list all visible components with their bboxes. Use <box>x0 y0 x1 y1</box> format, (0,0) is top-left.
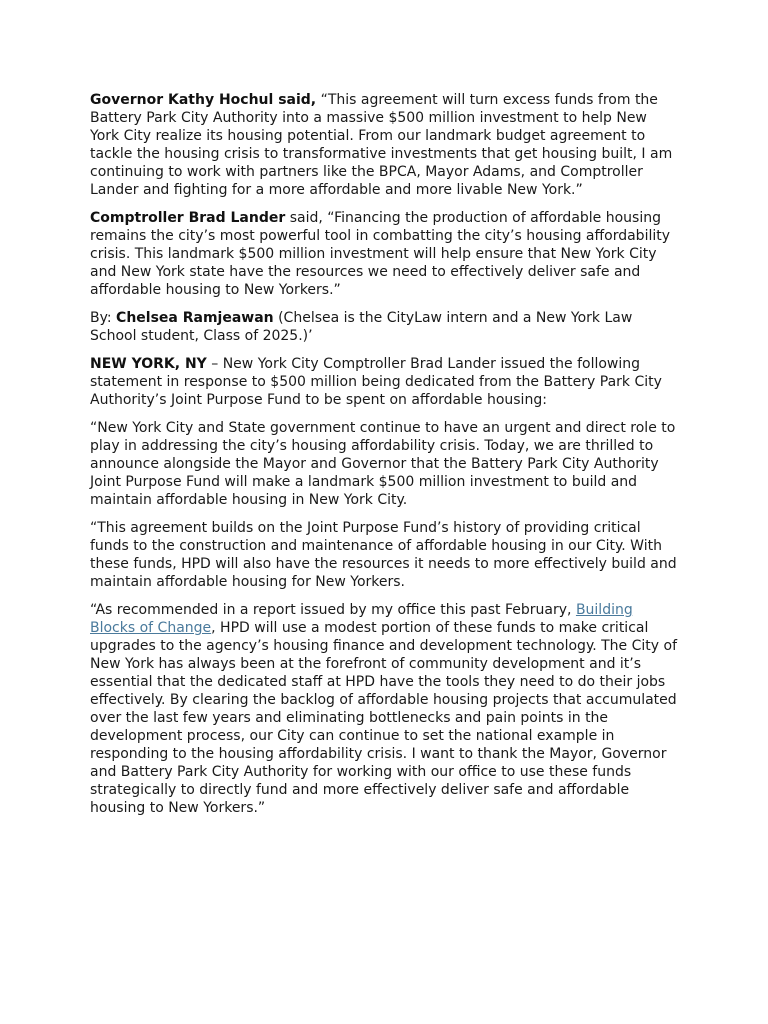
paragraph-hochul-quote <box>90 91 680 199</box>
paragraph-statement-1: “New York City and State government continue to have an urgent and direct role to play in addressing the city’s housing affordability crisis. Today, we are thrilled to announce alongside the Mayor and Governor that the Battery Park City Authority Joint Purpose Fund will make a landmark $500 million investment to build and maintain affordable housing in New York City. <box>90 420 676 508</box>
paragraph-statement-3 <box>90 601 680 817</box>
lander-quote-text: said, “Financing the production of affordable housing remains the city’s most powerful tool in combatting the city’s housing affordability crisis. This landmark $500 million investment will help ensure that New York City and New York state have the resources we need to effectively deliver safe and affordable housing to New Yorkers.” <box>90 210 671 298</box>
paragraph-statement-2: “This agreement builds on the Joint Purpose Fund’s history of providing critical funds to the construction and maintenance of affordable housing in our City. With these funds, HPD will also have the resources it needs to more effectively build and maintain affordable housing for New Yorkers. <box>90 520 677 590</box>
hochul-quote-text: “This agreement will turn excess funds from the Battery Park City Authority into a massive $500 million investment to help New York City realize its housing potential. From our landmark budget agreement to tackle the housing crisis to transformative investments that get housing built, I am continuing to work with partners like the BPCA, Mayor Adams, and Comptroller Lander and fighting for a more affordable and more livable New York.” <box>90 92 673 198</box>
speaker-hochul: Governor Kathy Hochul said, <box>90 92 317 108</box>
building-blocks-of-change-link[interactable]: Building Blocks of Change <box>90 602 633 636</box>
speaker-lander: Comptroller Brad Lander <box>90 210 286 226</box>
author-name: Chelsea Ramjeawan <box>116 310 274 326</box>
document-body <box>90 91 680 827</box>
author-note: (Chelsea is the CityLaw intern and a New York Law School student, Class of 2025.)’ <box>90 310 633 344</box>
paragraph-lander-quote <box>90 209 680 299</box>
byline-prefix: By: <box>90 310 117 326</box>
statement-3-after: , HPD will use a modest portion of these funds to make critical upgrades to the agency’s housing finance and development technology. The City of New York has always been at the forefront of community development and it’s essential that the dedicated staff at HPD have the tools they need to do their jobs effectively. By clearing the backlog of affordable housing projects that accumulated over the last few years and eliminating bottlenecks and pain points in the development process, our City can continue to set the national example in responding to the housing affordability crisis. I want to thank the Mayor, Governor and Battery Park City Authority for working with our office to use these funds strategically to directly fund and more effectively deliver safe and affordable housing to New Yorkers.” <box>90 620 678 816</box>
paragraph-dateline <box>90 355 680 409</box>
statement-3-before: “As recommended in a report issued by my office this past February, <box>90 602 576 618</box>
dateline-text: – New York City Comptroller Brad Lander issued the following statement in response to $500 million being dedicated from the Battery Park City Authority’s Joint Purpose Fund to be spent on affordable housing: <box>90 356 662 408</box>
dateline: NEW YORK, NY <box>90 356 207 372</box>
paragraph-byline <box>90 309 680 345</box>
